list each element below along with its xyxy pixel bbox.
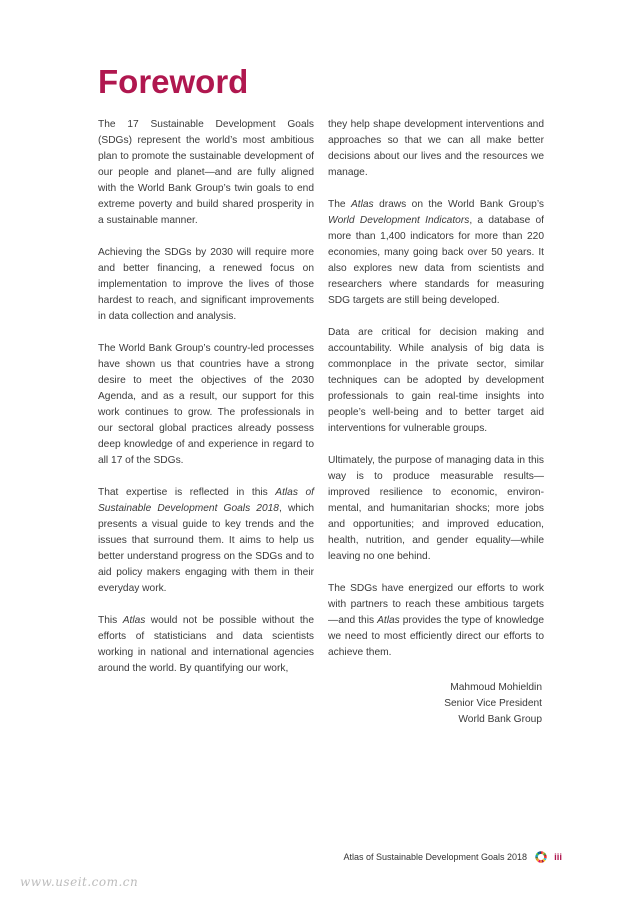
paragraph-text: That expertise is reflected in this	[98, 487, 276, 498]
paragraph-text: The SDGs have energized our efforts to work with partners to reach these ambitious targets—and this	[328, 583, 544, 626]
publication-name: Atlas of Sustainable Development Goals 2018	[343, 852, 528, 862]
paragraph-text: draws on the World Bank Group’s	[373, 199, 544, 210]
paragraph: The 17 Sustainable Development Goals (SDGs) represent the world’s most ambitious plan to promote the sustainable development of our people and planet—and are fully aligned with the World Bank Group’s twin goals to end extreme poverty and build shared prosperity in a sustainable manner.	[98, 119, 314, 226]
signatory-role: Senior Vice President	[444, 698, 542, 709]
page-footer	[343, 851, 562, 863]
paragraph: they help shape development interventions and approaches so that we can all make better decisions about our lives and the resources we manage.	[328, 119, 544, 178]
paragraph: The World Bank Group’s country-led processes have shown us that countries have a strong desire to meet the objectives of the 2030 Agenda, and as a result, our support for this work continues to grow. The professionals in our sectoral global practices already possess deep knowledge of and experience in regard to all 17 of the SDGs.	[98, 343, 314, 466]
paragraph-text: , which presents a visual guide to key trends and the issues that surround them. It aims to help us better understand progress on the SDGs and to aid policy makers engaging with them in their everyday work.	[98, 503, 314, 594]
paragraph-text: This	[98, 615, 123, 626]
paragraph	[98, 485, 314, 597]
paragraph: Achieving the SDGs by 2030 will require more and better financing, a renewed focus on implementation to improve the lives of those hardest to reach, and significant improvements in data collection and analysis.	[98, 247, 314, 322]
paragraph	[328, 197, 544, 309]
page-title: Foreword	[98, 63, 249, 100]
watermark: www.useit.com.cn	[20, 875, 139, 889]
left-column	[98, 117, 314, 677]
paragraph	[328, 581, 544, 661]
publication-title: Atlas	[350, 199, 374, 210]
signature-block	[444, 680, 542, 728]
signatory-name: Mahmoud Mohieldin	[450, 682, 542, 693]
signatory-organization: World Bank Group	[458, 714, 542, 725]
page-number: iii	[554, 851, 562, 863]
paragraph: Ultimately, the purpose of managing data in this way is to produce measurable results—improved resilience to economic, environmental, and humanitarian shocks; more jobs and opportunities; and improved education, health, nutrition, and gender equality—while leaving no one behind.	[328, 455, 544, 562]
paragraph-text: provides the type of knowledge we need to most efficiently direct our efforts to achieve them.	[328, 615, 544, 658]
right-column	[328, 117, 544, 661]
publication-title: Atlas	[377, 615, 400, 626]
publication-title: Atlas of Sustainable Development Goals 2018	[98, 487, 314, 514]
database-title: World Development Indicators	[328, 215, 470, 226]
paragraph	[98, 613, 314, 677]
paragraph-text: would not be possible without the efforts of statisticians and data scientists working in national and international agencies around the world. By quantifying our work,	[98, 615, 314, 674]
publication-title: Atlas	[122, 615, 146, 626]
paragraph: Data are critical for decision making and accountability. While analysis of big data is commonplace in the private sector, similar techniques can be adopted by development professionals to gain real-time insights into people’s well-being and to better target aid interventions for vulnerable groups.	[328, 327, 544, 434]
paragraph-text: The	[328, 199, 351, 210]
sdg-wheel-icon	[535, 851, 547, 863]
paragraph-text: , a database of more than 1,400 indicators for more than 220 economies, many going back over 50 years. It also explores new data from scientists and researchers where standards for measuring SDG targets are still being developed.	[328, 215, 544, 306]
